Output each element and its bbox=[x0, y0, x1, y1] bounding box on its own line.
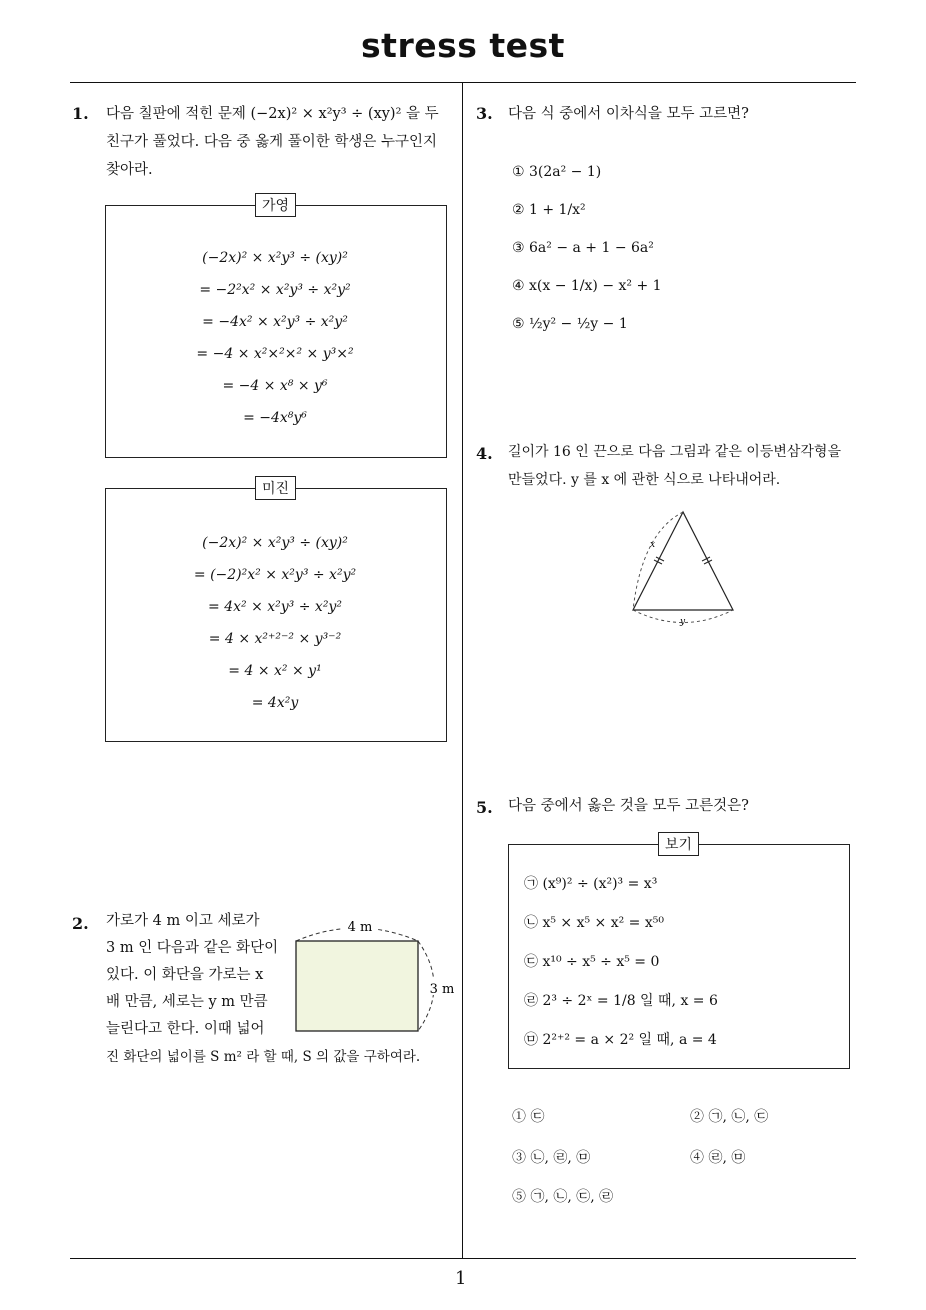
q1-text-line1: 다음 칠판에 적힌 문제 (−2x)² × x²y³ ÷ (xy)² 을 두 bbox=[106, 106, 439, 122]
q5-choice-1[interactable]: ① ㉢ bbox=[512, 1109, 545, 1125]
q5-text: 다음 중에서 옳은 것을 모두 고른것은? bbox=[508, 798, 749, 814]
q1-box-a-line: (−2x)² × x²y³ ÷ (xy)² bbox=[202, 250, 348, 266]
q5-choice-5[interactable]: ⑤ ㉠, ㉡, ㉢, ㉣ bbox=[512, 1189, 614, 1205]
q1-box-b-line: = 4x²y bbox=[251, 695, 299, 711]
q4-number: 4. bbox=[476, 444, 493, 463]
q4-text-line1: 길이가 16 인 끈으로 다음 그림과 같은 이등변삼각형을 bbox=[508, 444, 841, 460]
q1-box-b-line: (−2x)² × x²y³ ÷ (xy)² bbox=[202, 535, 348, 551]
q2-text-line: 3 m 인 다음과 같은 화단이 bbox=[106, 940, 279, 956]
q1-number: 1. bbox=[72, 104, 89, 123]
q1-box-b-line: = 4 × x² × y¹ bbox=[228, 663, 322, 679]
q5-item: ㉢ x¹⁰ ÷ x⁵ ÷ x⁵ = 0 bbox=[524, 954, 660, 970]
q5-choice-3[interactable]: ③ ㉡, ㉣, ㉤ bbox=[512, 1150, 591, 1166]
q1-box-a-line: = −4 × x²×²×² × y³×² bbox=[196, 346, 354, 362]
q2-text-line: 가로가 4 m 이고 세로가 bbox=[106, 913, 260, 929]
q2-text-line: 늘린다고 한다. 이때 넓어 bbox=[106, 1021, 265, 1037]
q1-box-a-line: = −4x² × x²y³ ÷ x²y² bbox=[202, 314, 348, 330]
q4-text-line2: 만들었다. y 를 x 에 관한 식으로 나타내어라. bbox=[508, 472, 781, 488]
q5-choice-4[interactable]: ④ ㉣, ㉤ bbox=[690, 1150, 746, 1166]
bottom-rule bbox=[70, 1258, 856, 1259]
q2-text-line: 배 만큼, 세로는 y m 만큼 bbox=[106, 994, 268, 1010]
q1-box-a-line: = −4x⁸y⁶ bbox=[243, 410, 307, 426]
width-label: 4 m bbox=[347, 920, 373, 935]
q1-box-b-lines bbox=[105, 535, 445, 727]
garden-rect bbox=[296, 941, 418, 1031]
page-number: 1 bbox=[455, 1268, 467, 1289]
q5-item: ㉡ x⁵ × x⁵ × x² = x⁵⁰ bbox=[524, 915, 664, 931]
q5-items bbox=[524, 872, 718, 1067]
q5-item: ㉣ 2³ ÷ 2ˣ = 1/8 일 때, x = 6 bbox=[524, 993, 718, 1009]
height-label: 3 m bbox=[429, 982, 455, 997]
q1-box-a-lines bbox=[105, 250, 445, 442]
q1-text-line3: 찾아라. bbox=[106, 162, 153, 178]
q1-box-a-line: = −4 × x⁸ × y⁶ bbox=[222, 378, 328, 394]
q3-number: 3. bbox=[476, 104, 493, 123]
q4-text bbox=[508, 438, 858, 494]
q3-choice-3[interactable]: ③ 6a² − a + 1 − 6a² bbox=[512, 240, 654, 256]
column-divider bbox=[462, 83, 463, 1258]
q1-text-line2: 친구가 풀었다. 다음 중 옳게 풀이한 학생은 누구인지 bbox=[106, 134, 438, 150]
q5-number: 5. bbox=[476, 798, 493, 817]
q5-item: ㉤ 2²⁺² = a × 2² 일 때, a = 4 bbox=[524, 1032, 717, 1048]
q2-text-line: 있다. 이 화단을 가로는 x bbox=[106, 967, 264, 983]
q1-box-a-label: 가영 bbox=[255, 193, 296, 217]
q3-choices bbox=[512, 160, 662, 350]
side-label: x bbox=[650, 540, 656, 550]
q3-text: 다음 식 중에서 이차식을 모두 고르면? bbox=[508, 106, 749, 122]
q1-box-b-line: = 4x² × x²y³ ÷ x²y² bbox=[208, 599, 342, 615]
q2-number: 2. bbox=[72, 914, 89, 933]
q3-choice-1[interactable]: ① 3(2a² − 1) bbox=[512, 164, 602, 180]
q1-box-b-line: = 4 × x²⁺²⁻² × y³⁻² bbox=[208, 631, 342, 647]
q3-choice-4[interactable]: ④ x(x − 1/x) − x² + 1 bbox=[512, 278, 662, 294]
q4-triangle-figure bbox=[620, 505, 750, 630]
triangle bbox=[633, 512, 733, 610]
q2-text-last-line: 진 화단의 넓이를 S m² 라 할 때, S 의 값을 구하여라. bbox=[106, 1049, 421, 1065]
q1-text bbox=[106, 100, 456, 184]
q1-box-a-line: = −2²x² × x²y³ ÷ x²y² bbox=[199, 282, 351, 298]
q2-garden-figure bbox=[290, 915, 460, 1040]
base-label: y bbox=[680, 617, 686, 627]
page-title: stress test bbox=[361, 26, 565, 65]
q5-box-label: 보기 bbox=[658, 832, 699, 856]
q1-box-b-label: 미진 bbox=[255, 476, 296, 500]
q3-choice-2[interactable]: ② 1 + 1/x² bbox=[512, 202, 586, 218]
q5-choice-2[interactable]: ② ㉠, ㉡, ㉢ bbox=[690, 1109, 769, 1125]
q1-box-b-line: = (−2)²x² × x²y³ ÷ x²y² bbox=[193, 567, 357, 583]
q2-text bbox=[106, 908, 286, 1043]
q3-choice-5[interactable]: ⑤ ½y² − ½y − 1 bbox=[512, 316, 628, 332]
q5-item: ㉠ (x⁹)² ÷ (x²)³ = x³ bbox=[524, 876, 658, 892]
top-rule bbox=[70, 82, 856, 83]
